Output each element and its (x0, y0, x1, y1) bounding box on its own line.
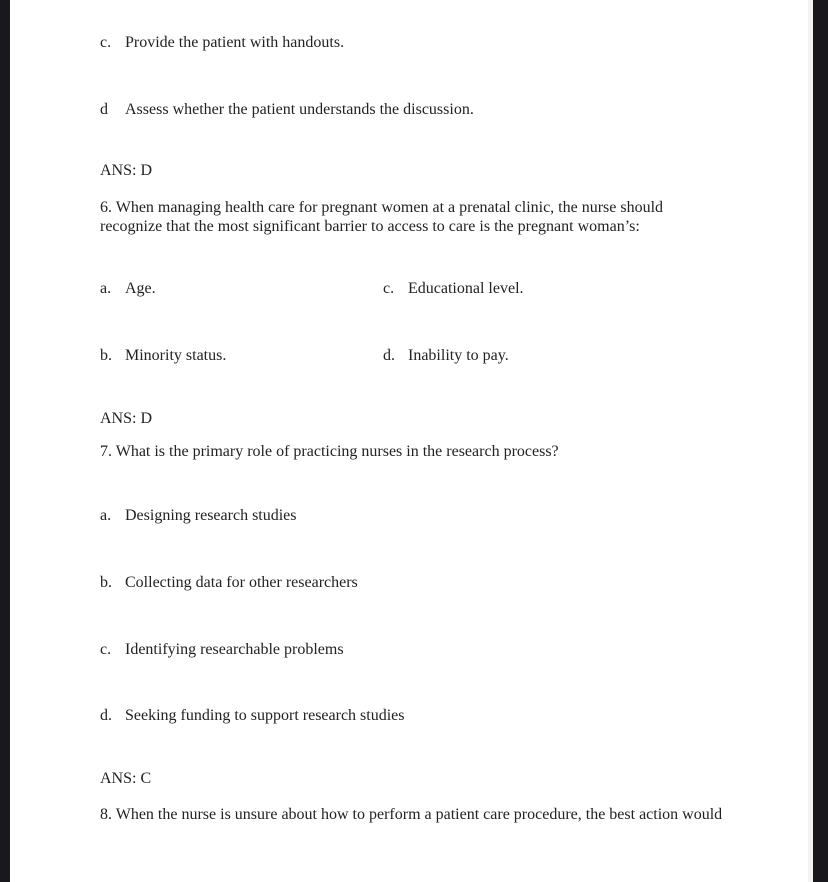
answer-option-b (100, 573, 358, 592)
answer-key: ANS: D (100, 410, 153, 427)
answer-key: ANS: D (100, 162, 153, 179)
question-6-stem: 6. When managing health care for pregnant women at a prenatal clinic, the nurse should recognize that the most significant barrier to access to care is the pregnant woman’s: (100, 199, 664, 235)
question-7-stem: 7. What is the primary role of practicing nurses in the research process? (100, 443, 559, 460)
option-letter: d. (100, 707, 112, 724)
option-text: Identifying researchable problems (125, 641, 344, 658)
option-text: Provide the patient with handouts. (125, 34, 345, 51)
question-6-options-row-2 (100, 346, 808, 366)
answer-option-d (100, 100, 474, 119)
document-page (10, 0, 813, 882)
option-letter: c. (383, 280, 395, 297)
answer-option-c (100, 640, 344, 659)
answer-option-c (383, 279, 524, 298)
answer-option-b (100, 347, 226, 364)
option-letter: b. (100, 347, 112, 364)
answer-option-d (383, 346, 509, 365)
option-text: Designing research studies (125, 507, 297, 524)
option-text: Educational level. (408, 280, 524, 297)
option-letter: a. (100, 280, 112, 297)
option-letter: d. (383, 347, 395, 364)
question-6-options-row-1 (100, 279, 808, 299)
option-text: Inability to pay. (408, 347, 509, 364)
answer-option-a (100, 280, 156, 297)
option-letter: c. (100, 34, 112, 51)
answer-key: ANS: C (100, 770, 152, 787)
answer-option-d (100, 706, 405, 725)
answer-option-a (100, 506, 297, 525)
option-text: Assess whether the patient understands the discussion. (125, 101, 474, 118)
option-letter: b. (100, 574, 112, 591)
page-content (10, 0, 808, 882)
option-text: Seeking funding to support research studies (125, 707, 405, 724)
option-text: Minority status. (125, 347, 227, 364)
option-text: Collecting data for other researchers (125, 574, 358, 591)
option-letter: c. (100, 641, 112, 658)
option-text: Age. (125, 280, 156, 297)
option-letter: d (100, 101, 108, 118)
question-8-stem: 8. When the nurse is unsure about how to perform a patient care procedure, the best action would (100, 806, 723, 823)
answer-option-c (100, 33, 344, 52)
option-letter: a. (100, 507, 112, 524)
